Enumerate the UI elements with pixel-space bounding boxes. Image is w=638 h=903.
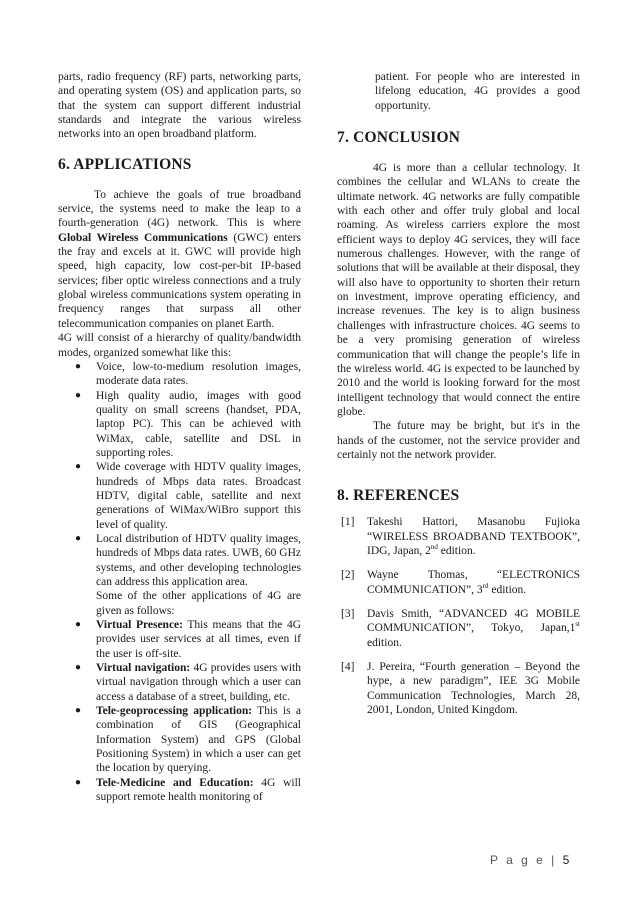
bullet-icon: ● bbox=[75, 662, 82, 674]
continued-paragraph: patient. For people who are interested in lifelong education, 4G provides a good opportunity. bbox=[375, 71, 580, 112]
other-applications-intro: Some of the other applications of 4G are given as follows: bbox=[96, 590, 301, 617]
list-item: ● High quality audio, images with good quality on small screens (handset, PDA, laptop PC). This can be achieved with WiMax, cable, satellite and DSL in supporting roles. bbox=[75, 389, 301, 459]
bullet-icon: ● bbox=[75, 619, 82, 631]
bullet-icon: ● bbox=[75, 705, 82, 717]
bullet-icon: ● bbox=[75, 360, 82, 372]
footer-separator: | bbox=[551, 853, 557, 867]
page-footer bbox=[490, 853, 569, 867]
bullet-icon: ● bbox=[75, 389, 82, 401]
reference-item: [1] Takeshi Hattori, Masanobu Fujioka “WIRELESS BROADBAND TEXTBOOK”, IDG, Japan, 2nd edition. bbox=[341, 516, 580, 557]
quality-modes-list bbox=[58, 360, 301, 590]
list-item: ● Tele-geoprocessing application: This is a combination of GIS (Geographical Information System) and GPS (Global Positioning System) in which a user can get the location by querying. bbox=[75, 705, 302, 775]
right-column bbox=[337, 70, 580, 717]
conclusion-paragraph-2: The future may be bright, but it's in the hands of the customer, not the service provider and certainly not the network provider. bbox=[337, 420, 580, 461]
list-item: ● Virtual Presence: This means that the 4G provides user services at all times, even if the user is off-site. bbox=[75, 619, 301, 660]
intro-paragraph: parts, radio frequency (RF) parts, networking parts, and operating system (OS) and application parts, so that the system can support different industrial standards and integrate the various wireless networks into an open broadband platform. bbox=[58, 71, 301, 141]
bullet-icon: ● bbox=[75, 461, 82, 473]
reference-item: [2] Wayne Thomas, “ELECTRONICS COMMUNICATION”, 3rd edition. bbox=[341, 569, 580, 596]
applications-list bbox=[58, 618, 301, 804]
list-item: ● Virtual navigation: 4G provides users with virtual navigation through which a user can access a database of a street, building, etc. bbox=[75, 662, 301, 703]
left-column bbox=[58, 70, 301, 805]
list-item: ● Tele-Medicine and Education: 4G will support remote health monitoring of bbox=[75, 776, 301, 804]
bullet-icon: ● bbox=[75, 532, 82, 544]
page-number: 5 bbox=[562, 853, 570, 867]
list-item: ● Wide coverage with HDTV quality images, hundreds of Mbps data rates. Broadcast HDTV, digital cable, satellite and next generations of WiMax/WiBro support this level of quality. bbox=[75, 461, 301, 531]
conclusion-heading: 7. CONCLUSION bbox=[337, 129, 461, 147]
reference-item: [4] J. Pereira, “Fourth generation – Beyond the hype, a new paradigm”, IEE 3G Mobile Communication Technologies, March 28, 2001, London, United Kingdom. bbox=[341, 661, 580, 717]
gwc-bold-term: Global Wireless Communications bbox=[58, 231, 228, 244]
conclusion-paragraph-1: 4G is more than a cellular technology. It combines the cellular and WLANs to create the ultimate network. 4G networks are fully compatible with each other and offer truly global and local roaming. As wireless carriers explore the most efficient ways to deploy 4G services, they will face numerous challenges. However, with the range of solutions that will be available at their disposal, they will also have to opportunity to shorten their return on investment, improve operating efficiency, and increase revenues. The key is to align business challenges with infrastructure choices. 4G seems to be a very promising generation of wireless communication that will change the people’s life in the wireless world. 4G is expected to be launched by 2010 and the world is looking forward for the most intelligent technology that would connect the entire globe. bbox=[337, 162, 580, 418]
list-item: ● Voice, low-to-medium resolution images, moderate data rates. bbox=[75, 360, 301, 388]
applications-paragraph-1: To achieve the goals of true broadband service, the systems need to make the leap to a fourth-generation (4G) network. This is where Global Wireless Communications (GWC) enters the fray and excels at it. GWC will provide high speed, high capacity, low cost-per-bit IP-based services; fiber optic wireless connections and a truly global wireless communications system operating in frequency ranges that surpass all other telecommunication companies on planet Earth. bbox=[58, 188, 302, 330]
list-item: ● Local distribution of HDTV quality images, hundreds of Mbps data rates. UWB, 60 GHz systems, and other developing technologies can address this application area. bbox=[75, 532, 301, 588]
page-label: P a g e bbox=[490, 853, 546, 867]
reference-item: [3] Davis Smith, “ADVANCED 4G MOBILE COMMUNICATION”, Tokyo, Japan,1st edition. bbox=[341, 607, 580, 649]
applications-heading: 6. APPLICATIONS bbox=[58, 155, 192, 173]
applications-paragraph-2: 4G will consist of a hierarchy of quality/bandwidth modes, organized somewhat like this: bbox=[58, 332, 301, 359]
bullet-icon: ● bbox=[75, 776, 82, 788]
references-heading: 8. REFERENCES bbox=[337, 487, 460, 505]
